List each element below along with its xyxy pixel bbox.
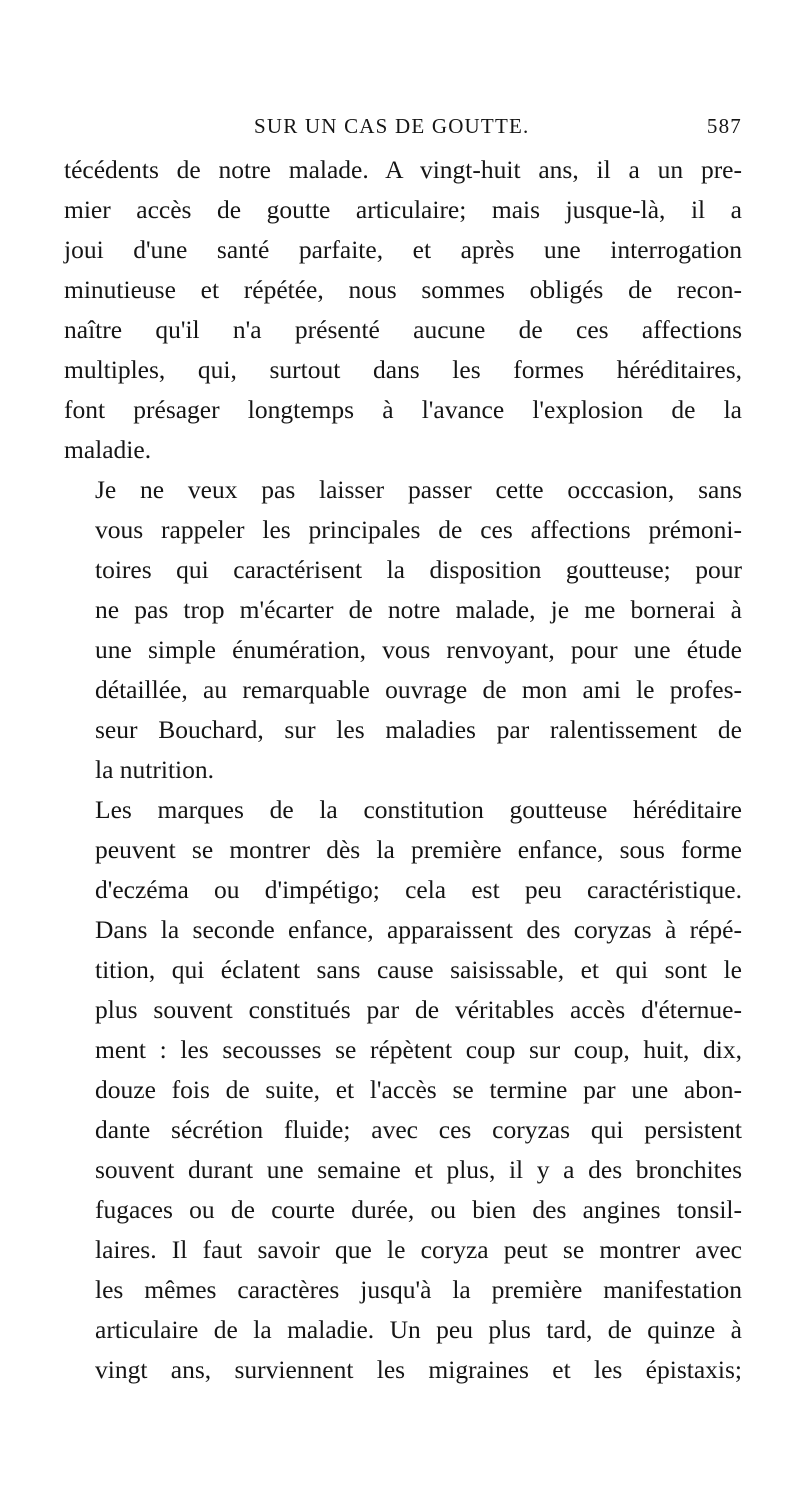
- paragraph: [64, 470, 742, 790]
- text-line: vous rappeler les principales de ces affections prémoni-: [95, 515, 742, 544]
- text-line: tition, qui éclatent sans cause saisissable, et qui sont le: [95, 955, 742, 984]
- text-line: vingt ans, surviennent les migraines et les épistaxis;: [95, 1355, 742, 1384]
- text-line: naître qu'il n'a présenté aucune de ces affections: [64, 315, 742, 344]
- text-line: maladie.: [64, 435, 152, 464]
- text-line: la nutrition.: [95, 755, 214, 784]
- text-line: détaillée, au remarquable ouvrage de mon ami le profes-: [95, 675, 742, 704]
- text-line: seur Bouchard, sur les maladies par ralentissement de: [95, 715, 742, 744]
- page-number: 587: [706, 114, 742, 138]
- text-line: ment : les secousses se répètent coup sur coup, huit, dix,: [95, 1035, 742, 1064]
- text-line: les mêmes caractères jusqu'à la première manifestation: [95, 1275, 742, 1304]
- text-line: articulaire de la maladie. Un peu plus tard, de quinze à: [95, 1315, 742, 1344]
- text-line: douze fois de suite, et l'accès se termine par une abon-: [95, 1075, 742, 1104]
- text-line: d'eczéma ou d'impétigo; cela est peu caractéristique.: [95, 875, 742, 904]
- text-line: joui d'une santé parfaite, et après une interrogation: [64, 235, 742, 264]
- body-text: [64, 150, 742, 1390]
- text-line: ne pas trop m'écarter de notre malade, je me bornerai à: [95, 595, 742, 624]
- text-line: técédents de notre malade. A vingt-huit ans, il a un pre-: [64, 155, 742, 184]
- text-line: fugaces ou de courte durée, ou bien des angines tonsil-: [95, 1195, 742, 1224]
- text-line: font présager longtemps à l'avance l'explosion de la: [64, 395, 742, 424]
- text-line: multiples, qui, surtout dans les formes héréditaires,: [64, 355, 742, 384]
- text-line: minutieuse et répétée, nous sommes obligés de recon-: [64, 275, 742, 304]
- paragraph: [64, 150, 742, 470]
- running-head: [62, 114, 742, 142]
- paragraph: [64, 790, 742, 1390]
- text-line: mier accès de goutte articulaire; mais jusque-là, il a: [64, 195, 742, 224]
- text-line: Les marques de la constitution goutteuse héréditaire: [95, 795, 742, 824]
- text-line: une simple énumération, vous renvoyant, pour une étude: [95, 635, 742, 664]
- text-line: Dans la seconde enfance, apparaissent des coryzas à répé-: [95, 915, 742, 944]
- text-line: peuvent se montrer dès la première enfance, sous forme: [95, 835, 742, 864]
- text-line: toires qui caractérisent la disposition goutteuse; pour: [95, 555, 742, 584]
- text-line: souvent durant une semaine et plus, il y a des bronchites: [95, 1155, 742, 1184]
- text-line: Je ne veux pas laisser passer cette occcasion, sans: [95, 475, 742, 504]
- text-line: dante sécrétion fluide; avec ces coryzas qui persistent: [95, 1115, 742, 1144]
- running-title: SUR UN CAS DE GOUTTE.: [254, 114, 530, 138]
- text-line: plus souvent constitués par de véritables accès d'éternue-: [95, 995, 742, 1024]
- text-line: laires. Il faut savoir que le coryza peut se montrer avec: [95, 1235, 742, 1264]
